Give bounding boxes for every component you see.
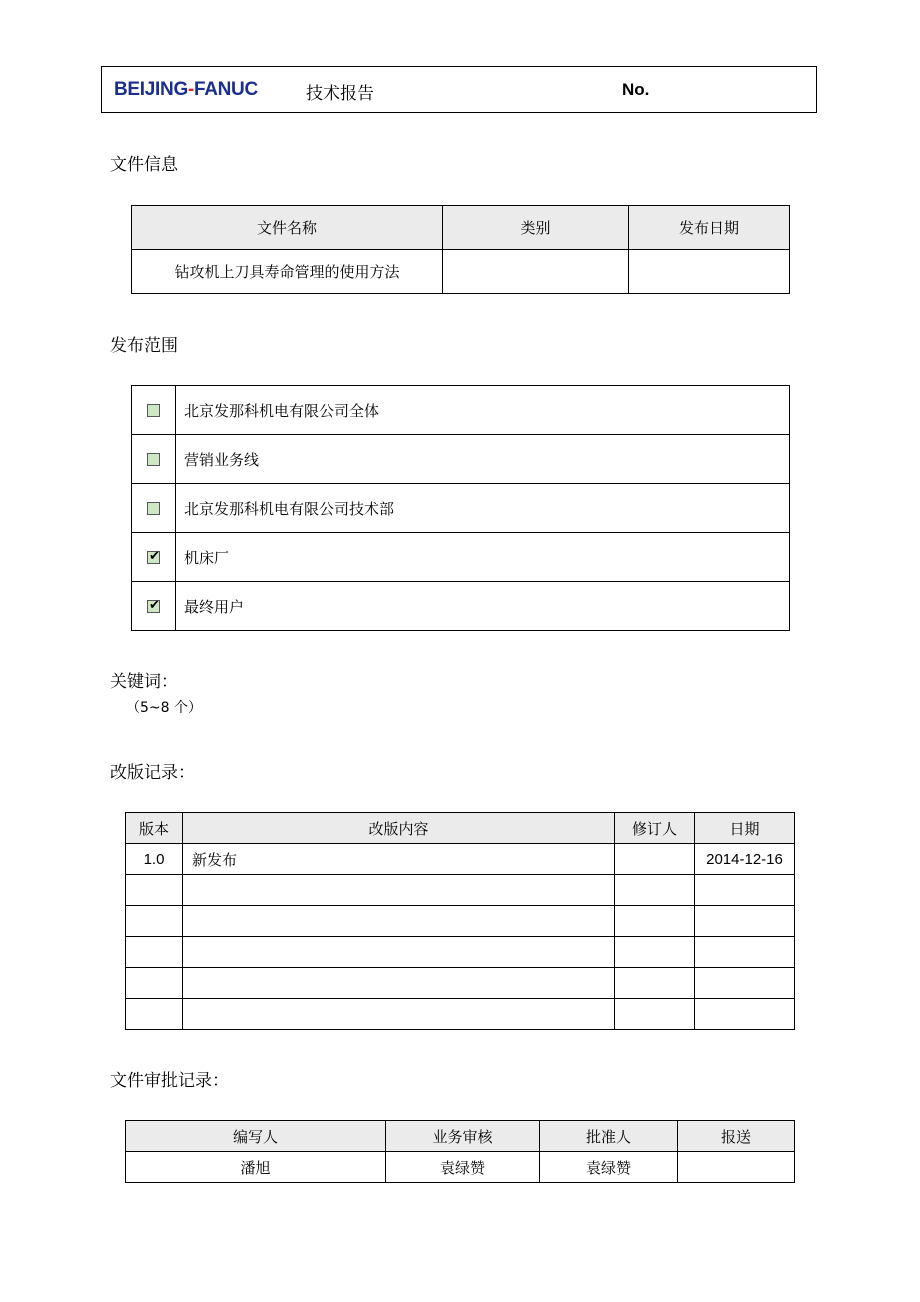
file-name-cell: 钻攻机上刀具寿命管理的使用方法 [132, 250, 443, 294]
table-row [126, 906, 795, 937]
col-file-name: 文件名称 [132, 206, 443, 250]
scope-checkbox[interactable] [147, 404, 160, 417]
col-business-review: 业务审核 [386, 1121, 540, 1152]
col-publish-date: 发布日期 [629, 206, 790, 250]
col-version: 版本 [126, 813, 183, 844]
approver-cell: 袁绿赞 [540, 1152, 678, 1183]
scope-checkbox[interactable] [147, 502, 160, 515]
submit-to-cell [678, 1152, 795, 1183]
checkmark-icon: ✔ [149, 598, 160, 613]
col-change-content: 改版内容 [183, 813, 615, 844]
document-number-label: No. [622, 80, 650, 99]
version-cell: 1.0 [126, 844, 183, 875]
table-row [126, 999, 795, 1030]
scope-checkbox[interactable] [147, 600, 160, 613]
reviser-cell [615, 999, 695, 1030]
publish-date-cell [629, 250, 790, 294]
scope-row [132, 484, 790, 533]
content-cell [183, 906, 615, 937]
scope-row [132, 582, 790, 631]
reviser-cell [615, 844, 695, 875]
col-date: 日期 [695, 813, 795, 844]
scope-label: 营销业务线 [176, 435, 790, 484]
keywords-hint: （5~8 个） [126, 700, 202, 716]
approval-table [125, 1120, 795, 1183]
category-cell [443, 250, 629, 294]
date-cell: 2014-12-16 [695, 844, 795, 875]
content-cell [183, 875, 615, 906]
col-approver: 批准人 [540, 1121, 678, 1152]
scope-row [132, 386, 790, 435]
table-row [126, 937, 795, 968]
col-reviser: 修订人 [615, 813, 695, 844]
date-cell [695, 968, 795, 999]
keywords-title: 关键词： [110, 672, 178, 692]
author-cell: 潘旭 [126, 1152, 386, 1183]
document-type: 技术报告 [306, 84, 374, 104]
version-cell [126, 999, 183, 1030]
col-submit-to: 报送 [678, 1121, 795, 1152]
date-cell [695, 906, 795, 937]
scope-label: 北京发那科机电有限公司全体 [176, 386, 790, 435]
col-category: 类别 [443, 206, 629, 250]
version-cell [126, 937, 183, 968]
content-cell [183, 968, 615, 999]
scope-label: 最终用户 [176, 582, 790, 631]
file-info-table [131, 205, 790, 294]
scope-label: 北京发那科机电有限公司技术部 [176, 484, 790, 533]
revision-table [125, 812, 795, 1030]
approval-title: 文件审批记录： [110, 1071, 229, 1091]
version-cell [126, 968, 183, 999]
scope-label: 机床厂 [176, 533, 790, 582]
date-cell [695, 875, 795, 906]
file-info-title: 文件信息 [110, 155, 178, 175]
table-row [126, 968, 795, 999]
date-cell [695, 937, 795, 968]
table-row [126, 1152, 795, 1183]
content-cell [183, 937, 615, 968]
scope-row [132, 435, 790, 484]
table-row [126, 875, 795, 906]
reviser-cell [615, 906, 695, 937]
scope-row [132, 533, 790, 582]
reviser-cell [615, 875, 695, 906]
reviser-cell [615, 968, 695, 999]
scope-checkbox[interactable] [147, 453, 160, 466]
content-cell: 新发布 [183, 844, 615, 875]
business-review-cell: 袁绿赞 [386, 1152, 540, 1183]
reviser-cell [615, 937, 695, 968]
checkmark-icon: ✔ [149, 549, 160, 564]
col-author: 编写人 [126, 1121, 386, 1152]
table-row [126, 844, 795, 875]
scope-checkbox[interactable] [147, 551, 160, 564]
scope-title: 发布范围 [110, 336, 178, 356]
version-cell [126, 875, 183, 906]
company-logo: BEIJING-FANUC [114, 79, 258, 100]
report-header [101, 66, 817, 113]
content-cell [183, 999, 615, 1030]
revision-title: 改版记录： [110, 763, 195, 783]
scope-table [131, 385, 790, 631]
version-cell [126, 906, 183, 937]
date-cell [695, 999, 795, 1030]
